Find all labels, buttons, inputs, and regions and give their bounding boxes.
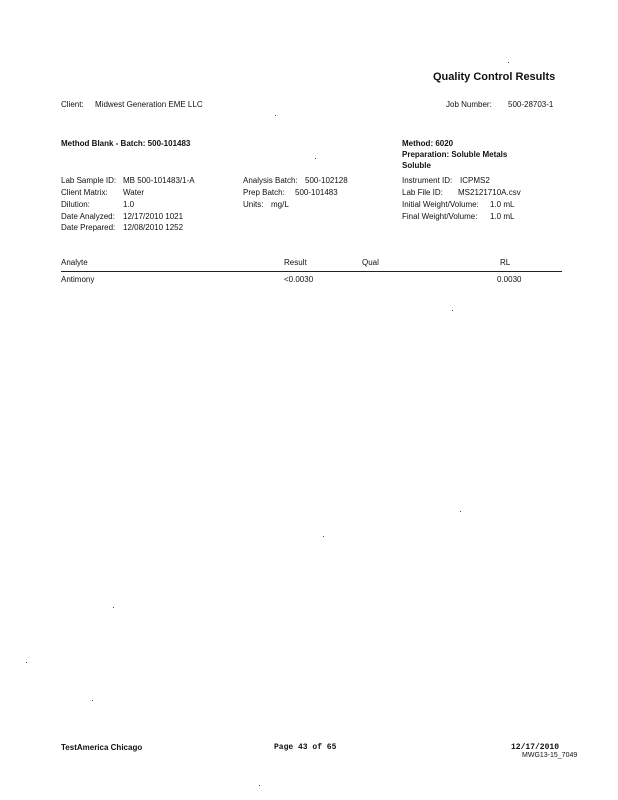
client-value: Midwest Generation EME LLC bbox=[95, 100, 203, 109]
detail-value: 1.0 mL bbox=[490, 200, 515, 209]
footer-lab-name: TestAmerica Chicago bbox=[61, 743, 143, 752]
detail-label: Date Analyzed: bbox=[61, 212, 115, 221]
report-title: Quality Control Results bbox=[433, 71, 556, 83]
detail-value: ICPMS2 bbox=[460, 176, 490, 185]
scan-speck bbox=[259, 785, 260, 786]
cell-result: <0.0030 bbox=[284, 275, 314, 284]
detail-client-matrix bbox=[61, 188, 144, 197]
detail-label: Analysis Batch: bbox=[243, 176, 298, 185]
detail-value: 1.0 bbox=[123, 200, 135, 209]
detail-analysis-batch bbox=[243, 176, 348, 185]
detail-label: Units: bbox=[243, 200, 264, 209]
detail-value: 500-102128 bbox=[305, 176, 348, 185]
job-number-label: Job Number: bbox=[446, 100, 492, 109]
detail-label: Initial Weight/Volume: bbox=[402, 200, 479, 209]
column-header-rl: RL bbox=[500, 258, 511, 267]
detail-value: Water bbox=[123, 188, 145, 197]
scan-speck bbox=[508, 62, 509, 63]
detail-label: Client Matrix: bbox=[61, 188, 108, 197]
preparation-line1: Preparation: Soluble Metals bbox=[402, 150, 508, 159]
detail-label: Dilution: bbox=[61, 200, 90, 209]
scan-speck bbox=[315, 158, 316, 159]
scan-speck bbox=[92, 700, 93, 701]
detail-lab-file-id bbox=[402, 188, 521, 197]
detail-date-prepared bbox=[61, 223, 183, 232]
scan-speck bbox=[113, 607, 114, 608]
detail-prep-batch bbox=[243, 188, 338, 197]
cell-rl: 0.0030 bbox=[497, 275, 522, 284]
detail-instrument-id bbox=[402, 176, 490, 185]
detail-value: 12/17/2010 1021 bbox=[123, 212, 184, 221]
footer-document-id: MWG13-15_7049 bbox=[522, 752, 578, 759]
column-header-result: Result bbox=[284, 258, 307, 267]
scan-speck bbox=[26, 662, 27, 663]
detail-value: 12/08/2010 1252 bbox=[123, 223, 184, 232]
detail-initial-weight-volume bbox=[402, 200, 514, 209]
detail-label: Prep Batch: bbox=[243, 188, 285, 197]
detail-value: MB 500-101483/1-A bbox=[123, 176, 195, 185]
scan-speck bbox=[460, 511, 461, 512]
column-header-analyte: Analyte bbox=[61, 258, 88, 267]
detail-units bbox=[243, 200, 289, 209]
detail-value: 1.0 mL bbox=[490, 212, 515, 221]
scan-speck bbox=[275, 115, 276, 116]
method-blank-heading: Method Blank - Batch: 500-101483 bbox=[61, 139, 191, 148]
detail-label: Lab File ID: bbox=[402, 188, 443, 197]
footer-date: 12/17/2010 bbox=[511, 743, 560, 752]
scan-speck bbox=[452, 310, 453, 311]
detail-value: MS2121710A.csv bbox=[458, 188, 521, 197]
detail-date-analyzed bbox=[61, 212, 183, 221]
preparation-line2: Soluble bbox=[402, 161, 431, 170]
detail-label: Final Weight/Volume: bbox=[402, 212, 478, 221]
detail-label: Date Prepared: bbox=[61, 223, 116, 232]
footer-page-number: Page 43 of 65 bbox=[274, 743, 337, 752]
job-number-value: 500-28703-1 bbox=[508, 100, 554, 109]
detail-label: Instrument ID: bbox=[402, 176, 453, 185]
client-label: Client: bbox=[61, 100, 84, 109]
detail-dilution bbox=[61, 200, 134, 209]
detail-label: Lab Sample ID: bbox=[61, 176, 117, 185]
table-header-rule bbox=[61, 271, 562, 272]
detail-value: mg/L bbox=[271, 200, 289, 209]
method-label: Method: 6020 bbox=[402, 139, 454, 148]
detail-lab-sample-id bbox=[61, 176, 195, 185]
column-header-qual: Qual bbox=[362, 258, 379, 267]
detail-value: 500-101483 bbox=[295, 188, 338, 197]
cell-analyte: Antimony bbox=[61, 275, 95, 284]
scan-speck bbox=[323, 536, 324, 537]
detail-final-weight-volume bbox=[402, 212, 514, 221]
